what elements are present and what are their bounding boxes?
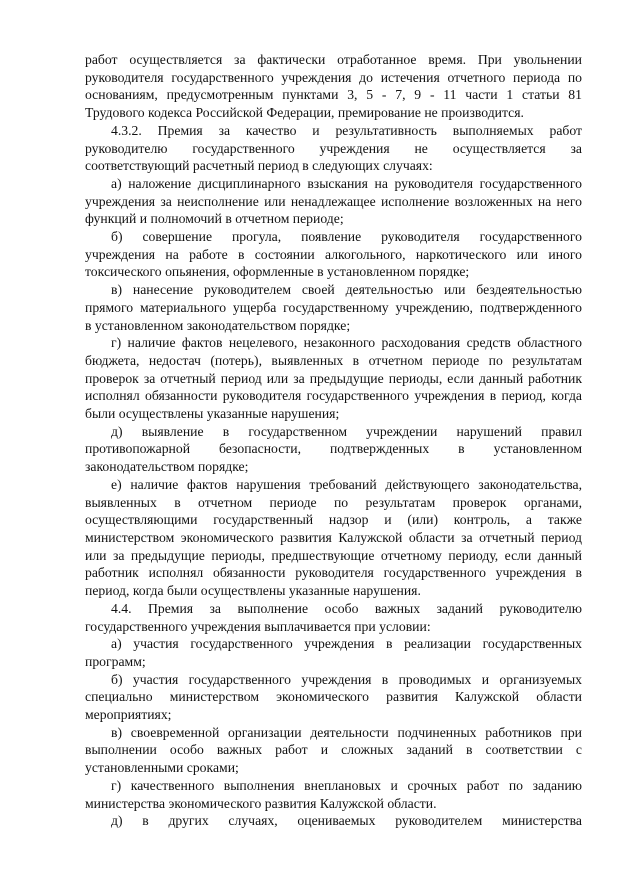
text-line: основаниям, предусмотренным пунктами 3, 5 - 7, 9 - 11 части 1 статьи 81 <box>85 87 582 103</box>
list-item-b: б) совершение прогула, появление руководителя государственного <box>111 229 582 245</box>
text-line: работ осуществляется за фактически отработанное время. При увольнении <box>85 52 582 67</box>
text-line: законодательством порядке; <box>85 459 249 475</box>
text-line: осуществляющими государственный надзор и (или) контроль, а также <box>85 512 582 528</box>
text-line: мероприятиях; <box>85 707 172 723</box>
text-line: соответствующий расчетный период в следующих случаях: <box>85 158 433 174</box>
text-line: бюджета, недостач (потерь), выявленных в отчетном периоде по результатам <box>85 352 582 368</box>
text-line: были осуществлены указанные нарушения; <box>85 406 340 422</box>
text-line: работник исполнял обязанности руководителя государственного учреждения в <box>85 565 582 581</box>
text-line: или за предыдущие периоды, предшествующие отчетному периоду, если данный <box>85 547 582 563</box>
text-line: государственного учреждения выплачивается при условии: <box>85 618 431 634</box>
list-item-g: г) качественного выполнения внеплановых и срочных работ по заданию <box>111 777 582 793</box>
text-line: токсического опьянения, оформленные в установленном порядке; <box>85 264 470 280</box>
section-4-3-2-heading-line: 4.3.2. Премия за качество и результативность выполняемых работ <box>111 122 582 138</box>
text-line: противопожарной безопасности, подтвержденных в установленном <box>85 441 582 457</box>
text-line: министерством экономического развития Калужской области за отчетный период <box>85 529 582 545</box>
text-line: исполнял обязанности руководителя государственного учреждения в период, когда <box>85 388 582 404</box>
text-line: специально министерством экономического развития Калужской области <box>85 689 582 705</box>
text-line: учреждения за неисполнение или ненадлежащее исполнение возложенных на него <box>85 193 582 209</box>
list-item-g: г) наличие фактов нецелевого, незаконного расходования средств областного <box>111 335 582 351</box>
list-item-e: е) наличие фактов нарушения требований действующего законодательства, <box>111 476 582 492</box>
text-line: руководителя государственного учреждения до истечения отчетного периода по <box>85 69 582 85</box>
document-page <box>85 51 582 830</box>
list-item-d: д) выявление в государственном учреждении нарушений правил <box>111 423 582 439</box>
list-item-d: д) в других случаях, оцениваемых руководителем министерства <box>111 813 582 829</box>
list-item-a: а) участия государственного учреждения в реализации государственных <box>111 636 582 652</box>
text-line: проверок за отчетный период или за предыдущие периоды, если данный работник <box>85 370 582 386</box>
list-item-v: в) своевременной организации деятельности подчиненных работников при <box>111 724 582 740</box>
text-line: выполнении особо важных работ и сложных заданий в соответствии с <box>85 742 582 758</box>
text-line: министерства экономического развития Калужской области. <box>85 795 437 811</box>
text-line: учреждения на работе в состоянии алкогольного, наркотического или иного <box>85 246 582 262</box>
list-item-a: а) наложение дисциплинарного взыскания на руководителя государственного <box>111 175 582 191</box>
text-line: выявленных в отчетном периоде по результатам проверок органами, <box>85 494 582 510</box>
section-4-4-heading-line: 4.4. Премия за выполнение особо важных заданий руководителю <box>111 600 582 616</box>
text-line: руководителю государственного учреждения не осуществляется за <box>85 140 582 156</box>
text-line: Трудового кодекса Российской Федерации, премирование не производится. <box>85 105 524 121</box>
text-line: в установленном законодательством порядке; <box>85 317 351 333</box>
text-line: установленными сроками; <box>85 760 239 776</box>
text-line: функций и полномочий в отчетном периоде; <box>85 211 344 227</box>
list-item-v: в) нанесение руководителем своей деятельностью или бездеятельностью <box>111 282 582 298</box>
list-item-b: б) участия государственного учреждения в проводимых и организуемых <box>111 671 582 687</box>
text-line: прямого материального ущерба государственному учреждению, подтвержденного <box>85 299 582 315</box>
text-line: период, когда были осуществлены указанные нарушения. <box>85 583 421 599</box>
text-line: программ; <box>85 653 146 669</box>
